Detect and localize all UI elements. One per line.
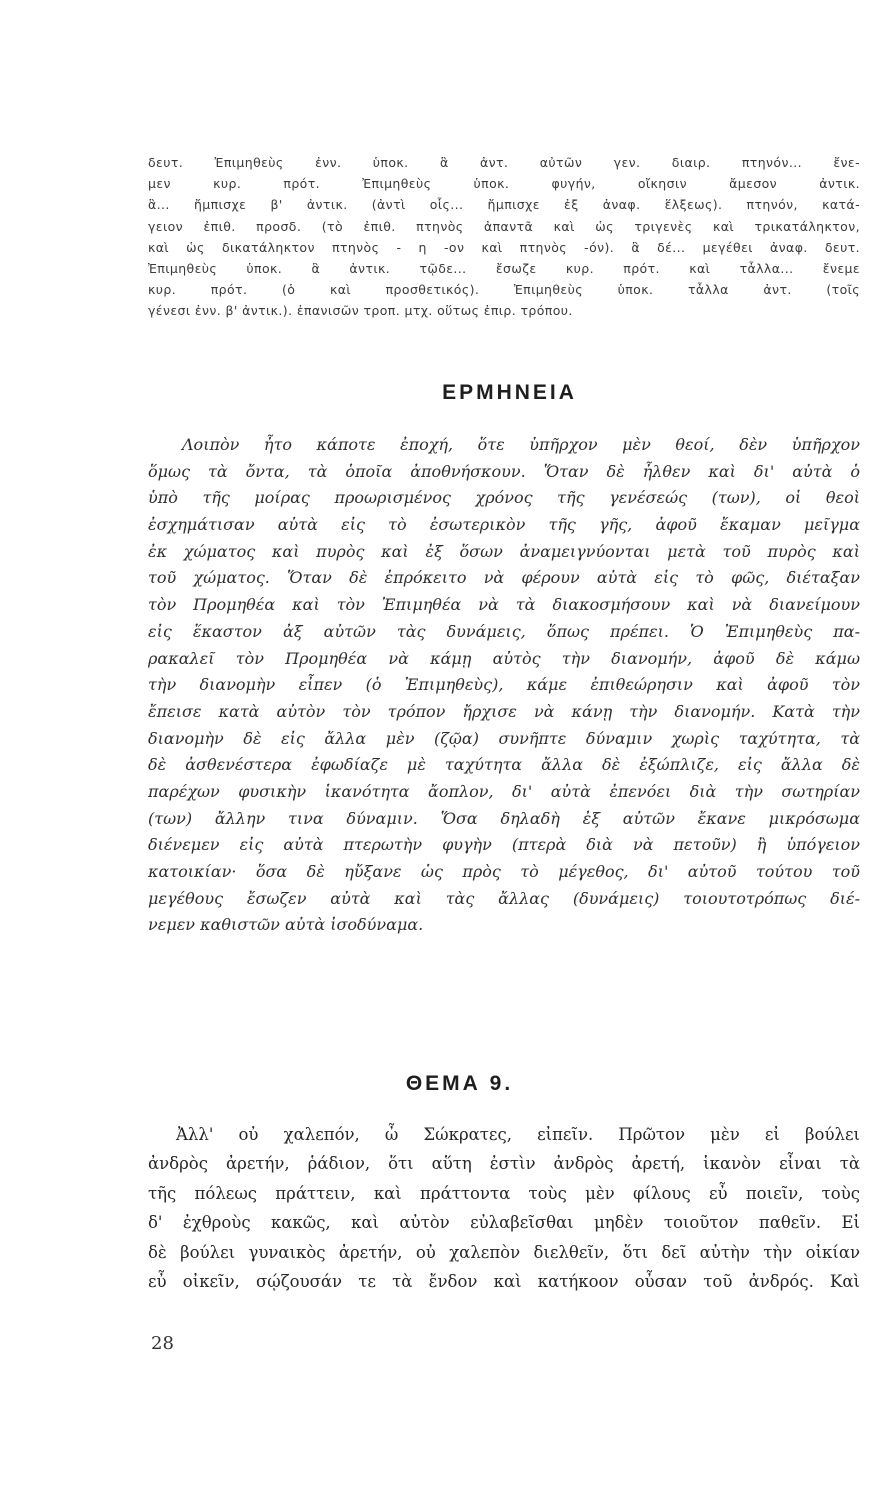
ancient-text <box>148 1120 860 1296</box>
interpretation-line: (των) ἄλλην τινα δύναμιν. Ὅσα δηλαδὴ ἐξ αὐτῶν ἔκανε μικρόσωμα <box>148 808 860 828</box>
text-line: τῆς πόλεως πράττειν, καὶ πράττοντα τοὺς μὲν φίλους εὖ ποιεῖν, τοὺς <box>148 1183 860 1203</box>
text-line: Ἀλλ' οὐ χαλεπόν, ὦ Σώκρατες, εἰπεῖν. Πρῶτον μὲν εἰ βούλει <box>176 1125 860 1144</box>
interpretation-line: τὸν Προμηθέα καὶ τὸν Ἐπιμηθέα νὰ τὰ διακοσμήσουν καὶ νὰ διανείμουν <box>148 595 860 615</box>
interpretation-line: τὴν διανομὴν εἶπεν (ὁ Ἐπιμηθεὺς), κάμε ἐπιθεώρησιν καὶ ἀφοῦ τὸν <box>148 675 860 695</box>
interpretation-line: νεμεν καθιστῶν αὐτὰ ἰσοδύναμα. <box>148 915 424 935</box>
note-line: κυρ. πρότ. (ὁ καὶ προσθετικός). Ἐπιμηθεὺς ὑποκ. τἆλλα ἀντ. (τοῖς <box>148 282 860 298</box>
interpretation-line: μεγέθους ἔσωζεν αὐτὰ καὶ τὰς ἄλλας (δυνάμεις) τοιουτοτρόπως διέ- <box>148 888 860 908</box>
interpretation-line: ὅμως τὰ ὄντα, τὰ ὁποῖα ἀποθνήσκουν. Ὅταν δὲ ἦλθεν καὶ δι' αὐτὰ ὁ <box>148 461 860 481</box>
note-line: γένεσι ἐνν. β' ἀντικ.). ἐπανισῶν τροπ. μτχ. οὕτως ἐπιρ. τρόπου. <box>148 303 573 319</box>
interpretation-text <box>148 432 860 939</box>
interpretation-line: διανομὴν δὲ εἰς ἄλλα μὲν (ζῷα) συνῆπτε δύναμιν χωρὶς ταχύτητα, τὰ <box>148 728 860 748</box>
grammar-notes <box>148 152 860 322</box>
note-line: γειον ἐπιθ. προσδ. (τὸ ἐπιθ. πτηνὸς ἀπαντᾶ καὶ ὡς τριγενὲς καὶ τρικατάληκτον, <box>148 218 860 234</box>
interpretation-line: ἐκ χώματος καὶ πυρὸς καὶ ἐξ ὅσων ἀναμειγνύονται μετὰ τοῦ πυρὸς καὶ <box>148 541 860 561</box>
interpretation-line: εἰς ἕκαστον ἀξ αὐτῶν τὰς δυνάμεις, ὅπως πρέπει. Ὁ Ἐπιμηθεὺς πα- <box>148 621 860 641</box>
text-line: δὲ βούλει γυναικὸς ἀρετήν, οὐ χαλεπὸν διελθεῖν, ὅτι δεῖ αὐτὴν τὴν οἰκίαν <box>148 1242 860 1262</box>
interpretation-line: ὑπὸ τῆς μοίρας προωρισμένος χρόνος τῆς γενέσεώς (των), οἱ θεοὶ <box>148 488 860 508</box>
note-line: ἃ... ἤμπισχε β' ἀντικ. (ἀντὶ οἷς... ἤμπισχε ἐξ ἀναφ. ἕλξεως). πτηνόν, κατά- <box>148 197 860 213</box>
interpretation-line: ρακαλεῖ τὸν Προμηθέα νὰ κάμῃ αὐτὸς τὴν διανομήν, ἀφοῦ δὲ κάμω <box>148 648 860 668</box>
interpretation-line: δὲ ἀσθενέστερα ἐφωδίαζε μὲ ταχύτητα ἄλλα δὲ ἐξώπλιζε, εἰς ἄλλα δὲ <box>148 755 860 775</box>
interpretation-line: τοῦ χώματος. Ὅταν δὲ ἐπρόκειτο νὰ φέρουν αὐτὰ εἰς τὸ φῶς, διέταξαν <box>148 568 860 588</box>
page-number: 28 <box>151 1333 174 1354</box>
interpretation-line: παρέχων φυσικὴν ἱκανότητα ἄοπλον, δι' αὐτὰ ἐπενόει διὰ τὴν σωτηρίαν <box>148 781 860 801</box>
text-line: δ' ἐχθροὺς κακῶς, καὶ αὐτὸν εὐλαβεῖσθαι μηδὲν τοιοῦτον παθεῖν. Εἰ <box>148 1213 860 1233</box>
theme-heading: ΘΕΜΑ 9. <box>405 1072 514 1095</box>
interpretation-heading: ΕΡΜΗΝΕΙΑ <box>442 381 577 404</box>
interpretation-line: ἐσχημάτισαν αὐτὰ εἰς τὸ ἐσωτερικὸν τῆς γῆς, ἀφοῦ ἔκαμαν μεῖγμα <box>148 515 860 535</box>
interpretation-line: ἔπεισε κατὰ αὐτὸν τὸν τρόπον ἤρχισε νὰ κάνῃ τὴν διανομήν. Κατὰ τὴν <box>148 701 860 721</box>
interpretation-line: διένεμεν εἰς αὐτὰ πτερωτὴν φυγὴν (πτερὰ διὰ νὰ πετοῦν) ἢ ὑπόγειον <box>148 835 860 855</box>
interpretation-line: κατοικίαν· ὅσα δὲ ηὔξανε ὡς πρὸς τὸ μέγεθος, δι' αὐτοῦ τούτου τοῦ <box>148 862 860 881</box>
text-line: εὖ οἰκεῖν, σῴζουσάν τε τὰ ἔνδον καὶ κατήκοον οὖσαν τοῦ ἀνδρός. Καὶ <box>148 1271 860 1291</box>
interpretation-line: Λοιπὸν ἦτο κάποτε ἐποχή, ὅτε ὑπῆρχον μὲν θεοί, δὲν ὑπῆρχον <box>182 435 860 454</box>
note-line: δευτ. Ἐπιμηθεὺς ἐνν. ὑποκ. ἃ ἀντ. αὐτῶν γεν. διαιρ. πτηνόν... ἔνε- <box>148 155 860 170</box>
note-line: μεν κυρ. πρότ. Ἐπιμηθεὺς ὑποκ. φυγήν, οἴκησιν ἄμεσον ἀντικ. <box>148 176 860 192</box>
note-line: καὶ ὡς δικατάληκτον πτηνὸς - η -ον καὶ πτηνὸς -όν). ἃ δέ... μεγέθει ἀναφ. δευτ. <box>148 239 860 255</box>
text-line: ἀνδρὸς ἀρετήν, ῥάδιον, ὅτι αὕτη ἐστὶν ἀνδρὸς ἀρετή, ἱκανὸν εἶναι τὰ <box>148 1154 860 1174</box>
note-line: Ἐπιμηθεὺς ὑποκ. ἃ ἀντικ. τῷδε... ἔσωζε κυρ. πρότ. καὶ τἆλλα... ἔνεμε <box>148 260 860 276</box>
